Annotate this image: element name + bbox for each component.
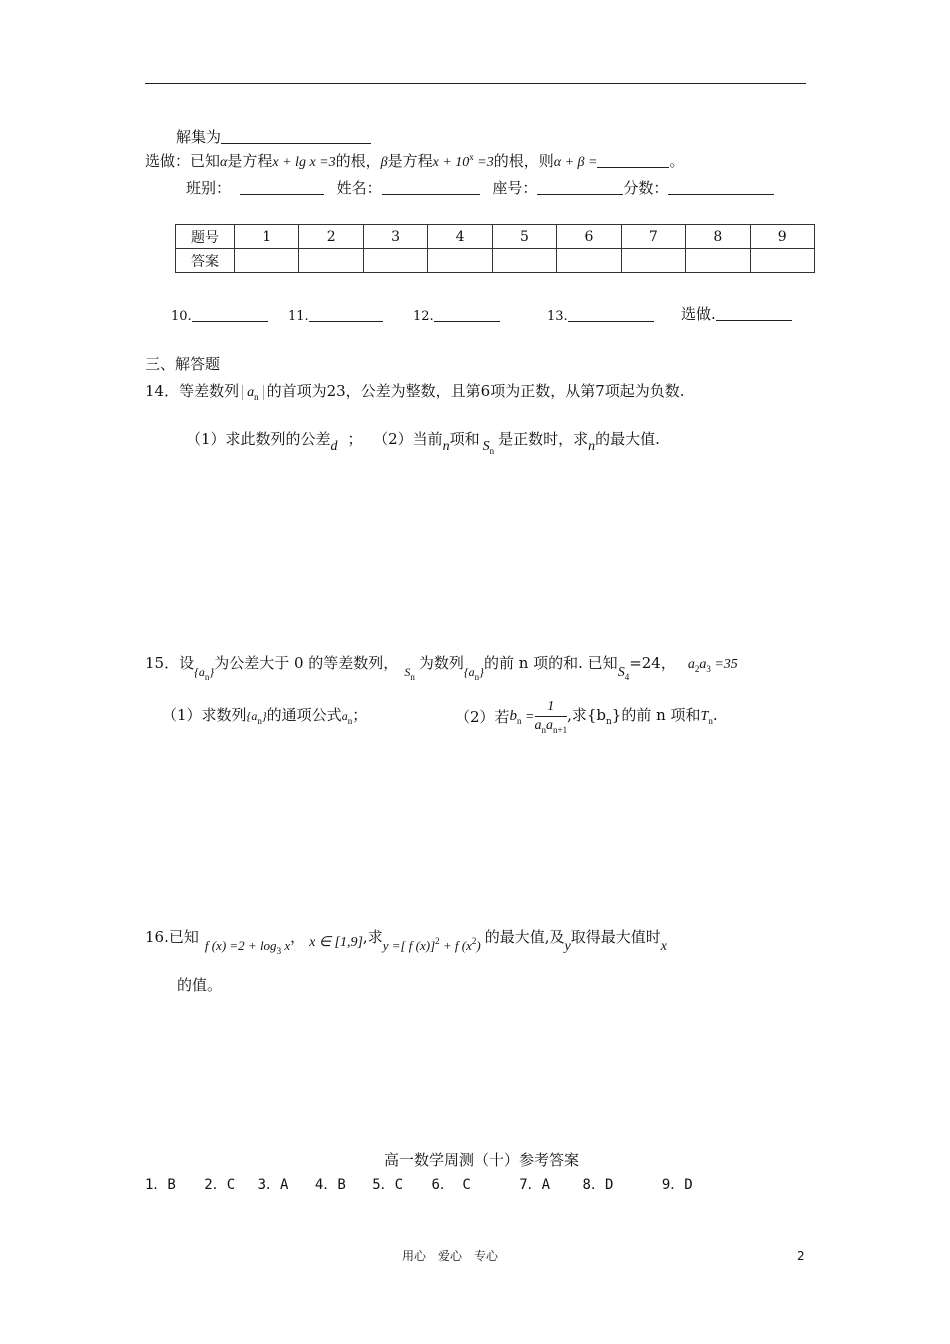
q15-S4-S: S (617, 665, 625, 680)
q15-sequence-a: {a (463, 665, 475, 679)
q15-value-35: =35 (710, 657, 738, 672)
fill-blank-11 (288, 307, 383, 323)
optional-prefix: 选做：已知 (145, 152, 221, 170)
q15-fraction (535, 700, 568, 735)
q16-text: 取得最大值时 (570, 928, 661, 946)
q14-text: 的首项为23，公差为整数，且第6项为正数，从第7项起为负数. (266, 382, 685, 400)
question-number-row (176, 225, 815, 249)
q14-part1: （1）求此数列的公差 (186, 430, 331, 448)
fill-blank-label: 选做. (681, 305, 716, 323)
q15-bn (510, 708, 522, 724)
q16-y-close: ) (476, 938, 481, 953)
question-14-parts (186, 432, 660, 456)
q16-function (204, 938, 291, 956)
student-info (186, 180, 774, 196)
fill-blank-13 (547, 307, 654, 323)
footer-motto: 用心 爱心 专心 (402, 1249, 499, 1263)
question-16 (145, 930, 667, 956)
q15-text: 为公差大于 0 的等差数列， (214, 654, 399, 672)
q15-den-a1: a (534, 718, 542, 733)
answer-cell[interactable] (686, 249, 750, 273)
q15-part1-end: ； (352, 706, 368, 724)
answer-key-item: 9．D (661, 1177, 693, 1193)
answer-key-item: 1．B (145, 1177, 176, 1193)
seat-label: 座号： (492, 179, 538, 197)
q15-part2: （2）若 (455, 708, 510, 726)
page-number: 2 (797, 1249, 805, 1263)
answer-cell[interactable] (750, 249, 815, 273)
name-field[interactable] (382, 180, 480, 195)
answer-cell[interactable] (621, 249, 685, 273)
q15-bn-braced-close: } (611, 706, 622, 724)
q16-function-x: x (281, 938, 291, 953)
q14-S-sub: n (489, 446, 495, 456)
q15-den-sub1: n (541, 725, 546, 735)
q14-part1-end: ； (347, 430, 363, 448)
fill-blank-field[interactable] (192, 307, 268, 322)
optional-end: 。 (669, 152, 685, 170)
answer-key-item: 3．A (257, 1177, 289, 1193)
q14-n-variable: n (588, 439, 596, 454)
fill-blank-label: 11. (288, 309, 309, 324)
answer-cell[interactable] (363, 249, 427, 273)
q15-sequence-sub: n (474, 672, 480, 682)
fill-blank-label: 10. (171, 309, 192, 324)
alpha-symbol: α (220, 155, 228, 170)
question-14 (145, 384, 685, 402)
q15-S: S (404, 665, 411, 679)
q15-a3-sub: 3 (706, 664, 711, 674)
beta-symbol: β (380, 155, 388, 170)
q15-part1-a: a (251, 709, 258, 723)
q15-a3: a (699, 657, 707, 672)
equation-1: x + lg x =3 (272, 155, 336, 170)
q15-bn-braced: ,求{b (567, 706, 606, 724)
solution-set-blank[interactable] (221, 129, 371, 144)
q15-sequence (463, 665, 484, 682)
answer-key-title: 高一数学周测（十）参考答案 (384, 1151, 580, 1169)
answer-header: 答案 (176, 249, 235, 273)
question-number-cell: 9 (750, 225, 815, 249)
q15-sequence-a: {a (194, 665, 205, 679)
q15-b-sub: n (517, 716, 522, 726)
answer-key-item: 5．C (372, 1177, 404, 1193)
fill-blank-label: 12. (413, 309, 434, 324)
q15-part2-end: 的前 n 项和 (621, 706, 701, 724)
q15-a2a3 (688, 657, 711, 672)
answer-key-item: 7．A (519, 1177, 551, 1193)
question-15-parts (162, 708, 367, 726)
score-field[interactable] (668, 180, 774, 195)
answer-key-item: 6． C (431, 1177, 471, 1193)
q14-sequence (242, 385, 264, 400)
q15-fraction-numerator: 1 (535, 700, 568, 717)
q15-sequence-close: } (209, 665, 215, 679)
q15-part1-sub: n (257, 716, 262, 726)
q15-a2-sub: 2 (694, 664, 700, 674)
question-number-cell: 7 (621, 225, 685, 249)
seat-field[interactable] (537, 180, 623, 195)
equation-2-base: x + 10 (432, 155, 470, 170)
fill-blank-field[interactable] (716, 306, 792, 321)
answer-cell[interactable] (557, 249, 621, 273)
q16-text: 的最大值,及 (484, 928, 565, 946)
q15-text: 的前 n 项的和. 已知 (483, 654, 618, 672)
fill-blank-10 (171, 307, 268, 323)
question-number-cell: 5 (492, 225, 556, 249)
question-number-cell: 2 (299, 225, 363, 249)
q16-y-eq: y =[ f (x)] (382, 938, 436, 953)
q15-an (341, 709, 353, 726)
optional-text: 的根， (335, 152, 381, 170)
optional-text: 的根，则 (493, 152, 554, 170)
question-16-line2: 的值。 (177, 976, 223, 994)
q15-Sn (404, 665, 415, 682)
q16-y-sup2: 2 (471, 936, 477, 946)
answer-cell[interactable] (492, 249, 556, 273)
class-label: 班别： (186, 179, 232, 197)
answer-key-item: 8．D (582, 1177, 614, 1193)
fill-blank-label: 13. (547, 309, 568, 324)
q16-y-sup: 2 (435, 936, 440, 946)
q15-an-sub: n (347, 716, 353, 726)
q15-S4 (618, 665, 630, 680)
q15-part1: （1）求数列 (162, 706, 247, 724)
answer-table (175, 224, 815, 273)
fill-blank-12 (413, 307, 500, 323)
question-number-cell: 3 (363, 225, 427, 249)
q14-part2-text: 是正数时，求 (498, 430, 589, 448)
q15-an-braced: $\{a_n\}$ (246, 709, 267, 726)
equation-2-exponent: x (469, 152, 474, 162)
q15-den-sub2: n+1 (553, 725, 568, 735)
q14-Sn (483, 439, 495, 454)
q14-part2: （2）当前 (380, 430, 443, 448)
q16-y-rest: + f (x (439, 938, 472, 953)
fill-blank-field[interactable] (568, 307, 654, 322)
q15-an-a: a (341, 709, 348, 723)
answer-cell[interactable] (299, 249, 363, 273)
q15-value-24: =24， (629, 654, 676, 672)
q15-T: T (700, 709, 709, 724)
equation-2-rest: =3 (473, 155, 494, 170)
question-number-cell: 6 (557, 225, 621, 249)
score-label: 分数： (623, 179, 669, 197)
q15-sequence (194, 665, 215, 682)
answer-key-list (145, 1178, 693, 1192)
q15-equals: = (521, 709, 535, 725)
q14-text: 14．等差数列 (145, 382, 240, 400)
optional-text: 是方程 (227, 152, 273, 170)
q15-a2: a (687, 657, 695, 672)
q16-y-expression (383, 938, 481, 953)
q15-period: . (712, 706, 718, 724)
q16-domain: x ∈ [1,9] (309, 935, 363, 950)
fill-blank-field[interactable] (309, 307, 383, 322)
section-title: 三、解答题 (145, 355, 221, 373)
q15-part2-text (567, 706, 718, 727)
q15-S4-sub: 4 (624, 672, 630, 682)
answer-row (176, 249, 815, 273)
question-number-header: 题号 (176, 225, 235, 249)
q16-function-text: f (x) =2 + log (204, 938, 277, 953)
q14-sequence-a: a (247, 385, 255, 400)
q15-den-a2: a (546, 718, 553, 733)
q14-sequence-sub: n (254, 392, 259, 402)
q16-text: 16.已知 (145, 928, 199, 946)
q15-sequence-close: } (479, 665, 484, 679)
equation-2 (432, 152, 494, 170)
header-rule (145, 83, 806, 84)
q16-log-base: 3 (276, 946, 282, 956)
q14-part2-text: 项和 (449, 430, 480, 448)
q15-S-sub: n (410, 672, 415, 682)
fill-blank-optional (681, 306, 792, 322)
q15-Tn (701, 709, 713, 724)
optional-answer-blank[interactable] (597, 153, 669, 168)
q16-y-variable: y (564, 939, 571, 954)
answer-cell[interactable] (235, 249, 299, 273)
q14-d-variable: d (330, 439, 338, 454)
q16-text: ,求 (362, 928, 383, 946)
question-number-cell: 4 (428, 225, 492, 249)
q16-x-variable: x (660, 939, 667, 954)
q14-part2-end: 的最大值. (595, 430, 660, 448)
q15-T-sub: n (708, 716, 713, 726)
q15-text: 为数列 (418, 654, 464, 672)
q14-n-variable: n (442, 439, 450, 454)
question-number-cell: 8 (686, 225, 750, 249)
solution-set-line (176, 129, 371, 145)
answer-key-item: 2．C (204, 1177, 236, 1193)
optional-problem (145, 153, 685, 170)
question-15 (145, 656, 738, 682)
solution-set-label: 解集为 (176, 128, 222, 146)
answer-cell[interactable] (428, 249, 492, 273)
q14-S: S (482, 439, 490, 454)
q15-sequence-sub: n (204, 672, 210, 682)
q15-part1-text: 的通项公式 (266, 706, 342, 724)
question-number-cell: 1 (235, 225, 299, 249)
q15-bn-braced-sub: n (606, 717, 612, 727)
class-field[interactable] (240, 180, 324, 195)
question-15-part2 (455, 700, 718, 735)
alpha-beta-sum: α + β = (553, 155, 598, 170)
q16-comma: ， (290, 928, 306, 946)
optional-text: 是方程 (387, 152, 433, 170)
answer-key-item: 4．B (314, 1177, 346, 1193)
q15-fraction-denominator (535, 717, 568, 735)
q15-text: 15．设 (145, 654, 195, 672)
q15-b: b (509, 708, 518, 724)
name-label: 姓名： (336, 179, 382, 197)
fill-blank-field[interactable] (434, 307, 500, 322)
